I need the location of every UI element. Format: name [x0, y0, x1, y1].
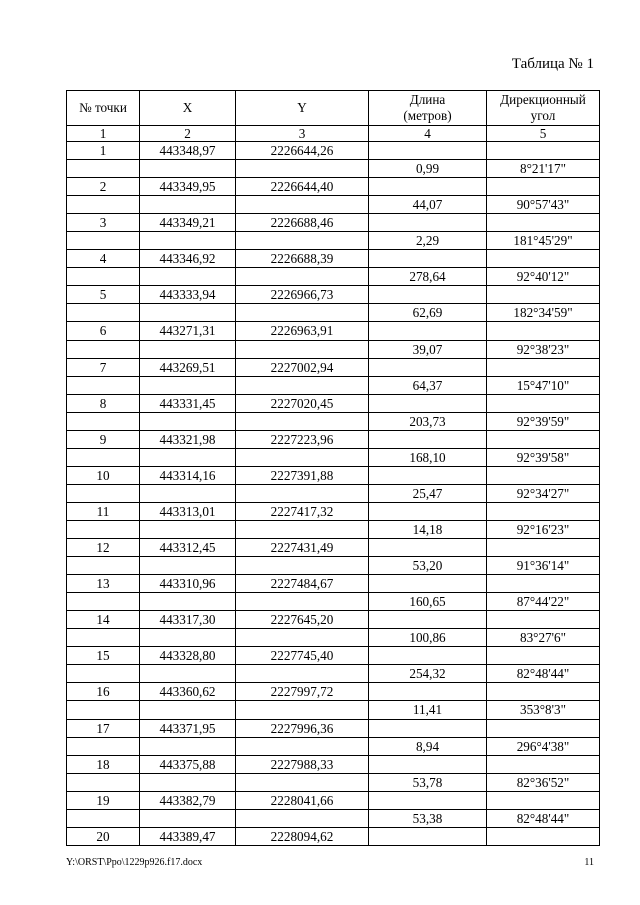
point-x: 443328,80	[140, 647, 236, 665]
point-y: 2227417,32	[236, 502, 369, 520]
empty-cell	[67, 520, 140, 538]
empty-cell	[67, 448, 140, 466]
point-row	[67, 611, 600, 629]
segment-row	[67, 304, 600, 322]
point-number: 4	[67, 250, 140, 268]
segment-row	[67, 160, 600, 178]
empty-cell	[369, 611, 487, 629]
empty-cell	[140, 448, 236, 466]
point-x: 443360,62	[140, 683, 236, 701]
segment-angle: 82°36'52"	[487, 773, 600, 791]
point-y: 2226688,39	[236, 250, 369, 268]
empty-cell	[487, 286, 600, 304]
empty-cell	[236, 665, 369, 683]
empty-cell	[236, 340, 369, 358]
segment-length: 2,29	[369, 232, 487, 250]
point-row	[67, 430, 600, 448]
empty-cell	[236, 593, 369, 611]
point-x: 443349,95	[140, 178, 236, 196]
empty-cell	[487, 394, 600, 412]
empty-cell	[67, 809, 140, 827]
point-y: 2227391,88	[236, 466, 369, 484]
footer-file-path: Y:\ORST\Ppo\1229p926.f17.docx	[66, 857, 203, 868]
empty-cell	[487, 647, 600, 665]
point-number: 19	[67, 791, 140, 809]
empty-cell	[67, 412, 140, 430]
empty-cell	[487, 466, 600, 484]
point-y: 2227745,40	[236, 647, 369, 665]
empty-cell	[369, 358, 487, 376]
segment-angle: 87°44'22"	[487, 593, 600, 611]
point-row	[67, 575, 600, 593]
segment-row	[67, 412, 600, 430]
point-y: 2227223,96	[236, 430, 369, 448]
point-y: 2228041,66	[236, 791, 369, 809]
point-row	[67, 322, 600, 340]
segment-row	[67, 773, 600, 791]
point-x: 443313,01	[140, 502, 236, 520]
point-number: 2	[67, 178, 140, 196]
segment-length: 254,32	[369, 665, 487, 683]
empty-cell	[487, 322, 600, 340]
point-number: 10	[67, 466, 140, 484]
segment-row	[67, 593, 600, 611]
empty-cell	[67, 376, 140, 394]
point-number: 5	[67, 286, 140, 304]
point-number: 20	[67, 827, 140, 845]
point-number: 7	[67, 358, 140, 376]
point-number: 12	[67, 539, 140, 557]
empty-cell	[487, 214, 600, 232]
point-row	[67, 178, 600, 196]
point-number: 8	[67, 394, 140, 412]
point-row	[67, 466, 600, 484]
segment-length: 39,07	[369, 340, 487, 358]
empty-cell	[140, 809, 236, 827]
empty-cell	[140, 340, 236, 358]
segment-row	[67, 737, 600, 755]
empty-cell	[487, 539, 600, 557]
empty-cell	[67, 737, 140, 755]
segment-length: 0,99	[369, 160, 487, 178]
point-x: 443271,31	[140, 322, 236, 340]
segment-length: 278,64	[369, 268, 487, 286]
header-length: Длина (метров)	[369, 91, 487, 126]
point-y: 2227645,20	[236, 611, 369, 629]
column-number-row	[67, 126, 600, 142]
point-y: 2226644,40	[236, 178, 369, 196]
empty-cell	[140, 773, 236, 791]
point-number: 3	[67, 214, 140, 232]
point-row	[67, 791, 600, 809]
segment-angle: 91°36'14"	[487, 557, 600, 575]
point-number: 1	[67, 142, 140, 160]
empty-cell	[236, 448, 369, 466]
segment-length: 100,86	[369, 629, 487, 647]
point-x: 443371,95	[140, 719, 236, 737]
point-x: 443331,45	[140, 394, 236, 412]
segment-row	[67, 340, 600, 358]
empty-cell	[140, 665, 236, 683]
empty-cell	[369, 539, 487, 557]
point-x: 443346,92	[140, 250, 236, 268]
empty-cell	[369, 250, 487, 268]
segment-length: 11,41	[369, 701, 487, 719]
segment-angle: 92°39'59"	[487, 412, 600, 430]
empty-cell	[67, 665, 140, 683]
segment-angle: 181°45'29"	[487, 232, 600, 250]
empty-cell	[67, 268, 140, 286]
segment-angle: 92°16'23"	[487, 520, 600, 538]
point-x: 443314,16	[140, 466, 236, 484]
header-x: X	[140, 91, 236, 126]
empty-cell	[236, 557, 369, 575]
point-y: 2226644,26	[236, 142, 369, 160]
segment-length: 62,69	[369, 304, 487, 322]
empty-cell	[236, 232, 369, 250]
point-y: 2227484,67	[236, 575, 369, 593]
segment-row	[67, 665, 600, 683]
empty-cell	[140, 232, 236, 250]
segment-length: 44,07	[369, 196, 487, 214]
empty-cell	[369, 466, 487, 484]
empty-cell	[140, 737, 236, 755]
empty-cell	[140, 629, 236, 647]
empty-cell	[67, 484, 140, 502]
segment-angle: 353°8'3"	[487, 701, 600, 719]
point-number: 15	[67, 647, 140, 665]
empty-cell	[67, 160, 140, 178]
empty-cell	[236, 304, 369, 322]
segment-row	[67, 629, 600, 647]
empty-cell	[369, 394, 487, 412]
segment-length: 14,18	[369, 520, 487, 538]
header-point-number: № точки	[67, 91, 140, 126]
segment-row	[67, 232, 600, 250]
empty-cell	[369, 827, 487, 845]
empty-cell	[236, 484, 369, 502]
empty-cell	[67, 304, 140, 322]
empty-cell	[487, 755, 600, 773]
segment-row	[67, 701, 600, 719]
empty-cell	[236, 737, 369, 755]
segment-row	[67, 809, 600, 827]
empty-cell	[369, 286, 487, 304]
point-x: 443382,79	[140, 791, 236, 809]
empty-cell	[236, 809, 369, 827]
empty-cell	[369, 647, 487, 665]
empty-cell	[487, 430, 600, 448]
empty-cell	[236, 160, 369, 178]
point-y: 2227997,72	[236, 683, 369, 701]
empty-cell	[487, 250, 600, 268]
coordinates-table	[66, 90, 600, 846]
empty-cell	[67, 629, 140, 647]
empty-cell	[487, 791, 600, 809]
segment-angle: 82°48'44"	[487, 809, 600, 827]
point-y: 2227988,33	[236, 755, 369, 773]
empty-cell	[140, 520, 236, 538]
empty-cell	[369, 575, 487, 593]
segment-angle: 92°40'12"	[487, 268, 600, 286]
table-body	[67, 126, 600, 846]
point-row	[67, 214, 600, 232]
point-x: 443333,94	[140, 286, 236, 304]
point-x: 443310,96	[140, 575, 236, 593]
header-direction-angle: Дирекционный угол	[487, 91, 600, 126]
segment-angle: 92°38'23"	[487, 340, 600, 358]
empty-cell	[67, 232, 140, 250]
column-number: 4	[369, 126, 487, 142]
segment-length: 160,65	[369, 593, 487, 611]
empty-cell	[369, 142, 487, 160]
point-y: 2227996,36	[236, 719, 369, 737]
segment-length: 25,47	[369, 484, 487, 502]
point-y: 2227020,45	[236, 394, 369, 412]
segment-angle: 8°21'17"	[487, 160, 600, 178]
point-row	[67, 394, 600, 412]
empty-cell	[140, 593, 236, 611]
segment-length: 53,38	[369, 809, 487, 827]
empty-cell	[140, 557, 236, 575]
point-row	[67, 250, 600, 268]
empty-cell	[487, 178, 600, 196]
empty-cell	[369, 502, 487, 520]
segment-angle: 92°34'27"	[487, 484, 600, 502]
empty-cell	[67, 340, 140, 358]
empty-cell	[67, 773, 140, 791]
empty-cell	[487, 827, 600, 845]
segment-length: 64,37	[369, 376, 487, 394]
point-row	[67, 719, 600, 737]
segment-length: 53,78	[369, 773, 487, 791]
empty-cell	[369, 178, 487, 196]
empty-cell	[236, 196, 369, 214]
empty-cell	[369, 791, 487, 809]
empty-cell	[236, 520, 369, 538]
empty-cell	[140, 412, 236, 430]
empty-cell	[140, 304, 236, 322]
segment-length: 53,20	[369, 557, 487, 575]
empty-cell	[236, 376, 369, 394]
empty-cell	[369, 214, 487, 232]
segment-length: 168,10	[369, 448, 487, 466]
segment-angle: 83°27'6"	[487, 629, 600, 647]
point-y: 2227002,94	[236, 358, 369, 376]
point-number: 6	[67, 322, 140, 340]
header-row	[67, 91, 600, 126]
header-y: Y	[236, 91, 369, 126]
segment-row	[67, 196, 600, 214]
point-number: 9	[67, 430, 140, 448]
point-x: 443389,47	[140, 827, 236, 845]
empty-cell	[487, 611, 600, 629]
empty-cell	[487, 358, 600, 376]
segment-row	[67, 484, 600, 502]
point-number: 14	[67, 611, 140, 629]
segment-row	[67, 520, 600, 538]
point-row	[67, 683, 600, 701]
column-number: 3	[236, 126, 369, 142]
point-row	[67, 358, 600, 376]
table-caption: Таблица № 1	[511, 56, 594, 72]
column-number: 2	[140, 126, 236, 142]
point-row	[67, 827, 600, 845]
empty-cell	[140, 196, 236, 214]
empty-cell	[236, 629, 369, 647]
point-x: 443317,30	[140, 611, 236, 629]
point-x: 443312,45	[140, 539, 236, 557]
point-row	[67, 539, 600, 557]
point-y: 2226688,46	[236, 214, 369, 232]
empty-cell	[140, 484, 236, 502]
empty-cell	[140, 160, 236, 178]
point-y: 2228094,62	[236, 827, 369, 845]
empty-cell	[67, 557, 140, 575]
point-x: 443321,98	[140, 430, 236, 448]
point-x: 443349,21	[140, 214, 236, 232]
point-number: 11	[67, 502, 140, 520]
point-y: 2227431,49	[236, 539, 369, 557]
segment-angle: 182°34'59"	[487, 304, 600, 322]
empty-cell	[236, 701, 369, 719]
point-number: 16	[67, 683, 140, 701]
point-number: 13	[67, 575, 140, 593]
empty-cell	[369, 322, 487, 340]
segment-row	[67, 268, 600, 286]
point-row	[67, 755, 600, 773]
empty-cell	[236, 268, 369, 286]
empty-cell	[487, 575, 600, 593]
point-row	[67, 142, 600, 160]
empty-cell	[369, 430, 487, 448]
empty-cell	[236, 773, 369, 791]
empty-cell	[369, 719, 487, 737]
point-row	[67, 502, 600, 520]
empty-cell	[67, 593, 140, 611]
page-number: 11	[584, 857, 594, 868]
segment-length: 203,73	[369, 412, 487, 430]
segment-angle: 92°39'58"	[487, 448, 600, 466]
empty-cell	[67, 196, 140, 214]
empty-cell	[140, 268, 236, 286]
point-y: 2226966,73	[236, 286, 369, 304]
empty-cell	[236, 412, 369, 430]
point-x: 443348,97	[140, 142, 236, 160]
segment-angle: 90°57'43"	[487, 196, 600, 214]
empty-cell	[487, 502, 600, 520]
empty-cell	[140, 701, 236, 719]
segment-row	[67, 376, 600, 394]
segment-angle: 15°47'10"	[487, 376, 600, 394]
empty-cell	[487, 683, 600, 701]
segment-row	[67, 557, 600, 575]
empty-cell	[369, 755, 487, 773]
empty-cell	[487, 142, 600, 160]
point-y: 2226963,91	[236, 322, 369, 340]
point-x: 443269,51	[140, 358, 236, 376]
empty-cell	[67, 701, 140, 719]
segment-angle: 296°4'38"	[487, 737, 600, 755]
column-number: 5	[487, 126, 600, 142]
point-number: 18	[67, 755, 140, 773]
point-row	[67, 286, 600, 304]
point-x: 443375,88	[140, 755, 236, 773]
segment-angle: 82°48'44"	[487, 665, 600, 683]
segment-row	[67, 448, 600, 466]
empty-cell	[369, 683, 487, 701]
empty-cell	[487, 719, 600, 737]
point-number: 17	[67, 719, 140, 737]
column-number: 1	[67, 126, 140, 142]
empty-cell	[140, 376, 236, 394]
segment-length: 8,94	[369, 737, 487, 755]
point-row	[67, 647, 600, 665]
